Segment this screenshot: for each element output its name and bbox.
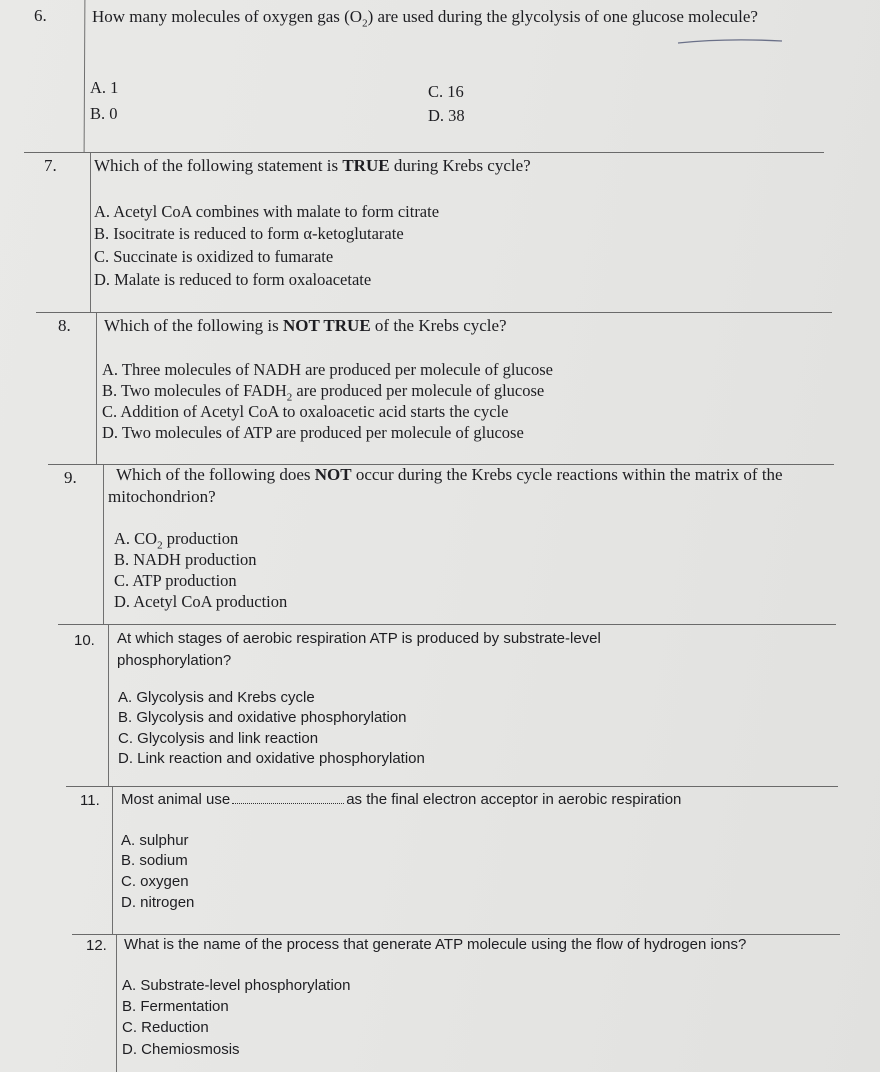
option-d[interactable]: D. Malate is reduced to form oxaloacetate <box>94 270 372 289</box>
option-b[interactable]: B. 0 <box>90 104 118 123</box>
column-divider <box>90 152 91 312</box>
option-b[interactable]: B. Fermentation <box>122 998 229 1015</box>
question-text: Which of the following is NOT TRUE of the Krebs cycle? <box>104 316 507 335</box>
row-divider <box>58 624 836 625</box>
column-divider <box>108 624 109 786</box>
option-a[interactable]: A. Three molecules of NADH are produced per molecule of glucose <box>102 360 553 379</box>
option-a[interactable]: A. sulphur <box>121 832 189 849</box>
blank-line <box>232 803 344 804</box>
column-divider <box>112 786 113 934</box>
option-c[interactable]: C. oxygen <box>121 873 189 890</box>
question-text: What is the name of the process that generate ATP molecule using the flow of hydrogen ions? <box>124 936 747 953</box>
question-number: 6. <box>34 6 47 25</box>
question-number: 8. <box>58 316 71 335</box>
option-a[interactable]: A. Acetyl CoA combines with malate to form citrate <box>94 202 440 221</box>
option-d[interactable]: D. Two molecules of ATP are produced per molecule of glucose <box>102 423 524 442</box>
option-a[interactable]: A. $CO_2$ production <box>114 529 239 552</box>
option-d[interactable]: D. Acetyl CoA production <box>114 592 288 611</box>
underline-mark <box>676 36 786 46</box>
option-a[interactable]: A. 1 <box>90 78 119 97</box>
column-divider <box>116 934 117 1072</box>
question-text: Which of the following does NOT occur during the Krebs cycle reactions within the matrix of the mitochondrion? <box>108 465 783 506</box>
column-divider <box>96 312 97 464</box>
row-divider <box>24 152 824 153</box>
question-text: Which of the following statement is TRUE during Krebs cycle? <box>94 156 531 175</box>
question-number: 10. <box>74 632 95 649</box>
column-divider <box>84 0 86 152</box>
option-b[interactable]: B. Two molecules of $FADH_2$ are produced per molecule of glucose <box>102 381 545 404</box>
option-a[interactable]: A. Glycolysis and Krebs cycle <box>118 689 315 706</box>
option-c[interactable]: C. Reduction <box>122 1019 209 1036</box>
question-text: Most animal use as the final electron acceptor in aerobic respiration <box>121 791 682 808</box>
question-text: At which stages of aerobic respiration ATP is produced by substrate-level phosphorylation? <box>117 630 601 669</box>
option-d[interactable]: D. Link reaction and oxidative phosphorylation <box>118 750 425 767</box>
option-b[interactable]: B. Isocitrate is reduced to form α-ketoglutarate <box>94 224 404 243</box>
option-a[interactable]: A. Substrate-level phosphorylation <box>122 977 351 994</box>
option-c[interactable]: C. ATP production <box>114 571 237 590</box>
option-d[interactable]: D. Chemiosmosis <box>122 1041 240 1058</box>
question-number: 7. <box>44 156 57 175</box>
question-number: 9. <box>64 468 77 487</box>
question-number: 11. <box>80 792 100 809</box>
option-c[interactable]: C. Addition of Acetyl CoA to oxaloacetic acid starts the cycle <box>102 402 509 421</box>
option-b[interactable]: B. NADH production <box>114 550 257 569</box>
option-b[interactable]: B. Glycolysis and oxidative phosphorylation <box>118 709 407 726</box>
row-divider <box>66 786 838 787</box>
column-divider <box>103 464 104 624</box>
option-c[interactable]: C. Succinate is oxidized to fumarate <box>94 247 334 266</box>
question-text: How many molecules of oxygen gas $(O_2)$ are used during the glycolysis of one glucose molecule? <box>92 7 758 30</box>
option-c[interactable]: C. Glycolysis and link reaction <box>118 730 319 747</box>
option-c[interactable]: C. 16 <box>428 82 464 101</box>
row-divider <box>36 312 832 313</box>
question-number: 12. <box>86 937 107 954</box>
option-d[interactable]: D. 38 <box>428 106 465 125</box>
option-d[interactable]: D. nitrogen <box>121 894 195 911</box>
option-b[interactable]: B. sodium <box>121 852 188 869</box>
